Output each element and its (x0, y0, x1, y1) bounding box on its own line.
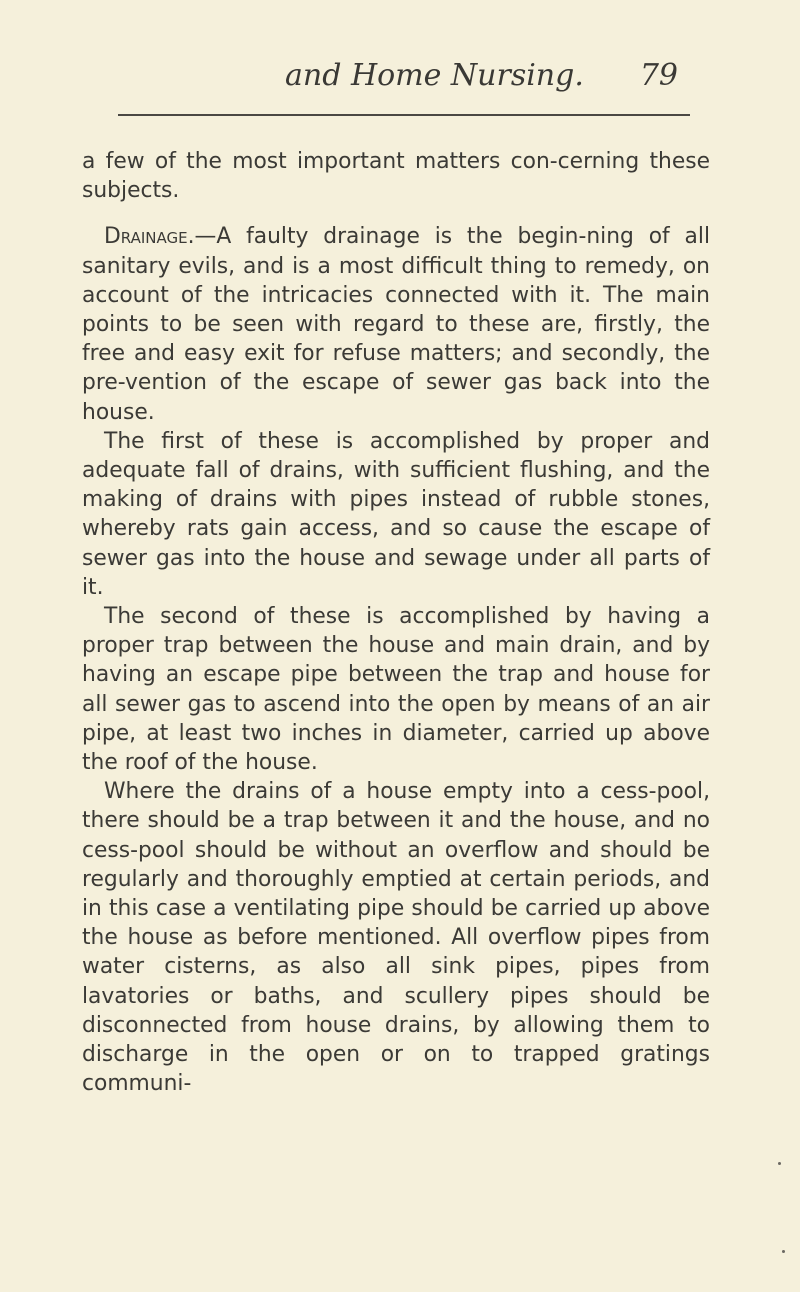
paragraph-first-point: The first of these is accomplished by proper and adequate fall of drains, with sufficient flushing, and the making of drains with pipes instead of rubble stones, whereby rats gain access, and so cause the escape of sewer gas into the house and sewage under all parts of it. (82, 428, 710, 600)
paragraph-intro: a few of the most important matters con-cerning these subjects. (82, 149, 710, 204)
body-text (82, 147, 710, 1099)
paragraph-drainage-text: —A faulty drainage is the begin-ning of all sanitary evils, and is a most difficult thing to remedy, on account of the intricacies connected with it. The main points to be seen with regard to these are, firstly, the free and easy exit for refuse matters; and secondly, the pre-vention of the escape of sewer gas back into the house. (82, 224, 710, 425)
paper-speck (782, 1250, 785, 1253)
running-head (120, 58, 690, 108)
paragraph-drainage (82, 222, 710, 426)
paragraph-second-point: The second of these is accomplished by having a proper trap between the house and main drain, and by having an escape pipe between the trap and house for all sewer gas to ascend into the open by means of an air pipe, at least two inches in diameter, carried up above the roof of the house. (82, 604, 710, 776)
page-number: 79 (639, 58, 678, 93)
paragraph-cess-pool: Where the drains of a house empty into a cess-pool, there should be a trap between it and the house, and no cess-pool should be without an overflow and should be regularly and thoroughly emptied at certain periods, and in this case a ventilating pipe should be carried up above the house as before mentioned. All overflow pipes from water cisterns, as also all sink pipes, pipes from lavatories or baths, and scullery pipes should be disconnected from house drains, by allowing them to discharge in the open or on to trapped gratings communi- (82, 779, 710, 1097)
section-heading-drainage: Drainage. (104, 224, 195, 250)
paper-speck (778, 1162, 781, 1165)
running-title: and Home Nursing. (285, 58, 584, 93)
header-rule (118, 114, 690, 116)
